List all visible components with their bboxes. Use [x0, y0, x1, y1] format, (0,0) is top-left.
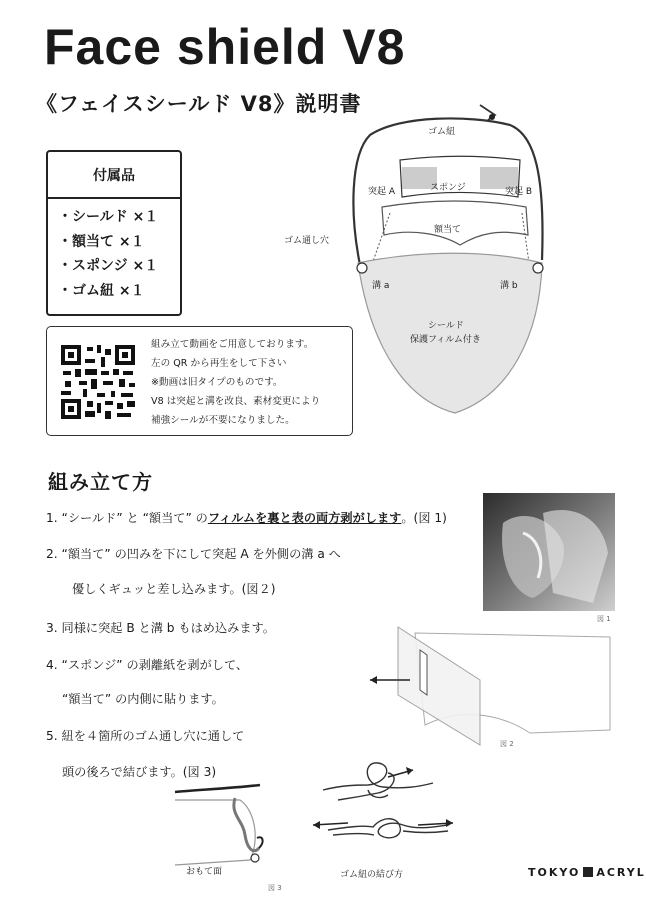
step-4-line-1: 4. “スポンジ” の剥離紙を剥がして、 [46, 658, 249, 672]
step-1-emphasis: フィルムを裏と表の両方剥がします [207, 511, 402, 525]
video-line: 組み立て動画をご用意しております。 [151, 339, 314, 350]
figure-3-caption: おもて面 [186, 867, 223, 877]
label-hole: ゴム通し穴 [284, 236, 330, 246]
accessory-item: ・ゴム紐 ×１ [58, 282, 145, 299]
accessory-item: ・スポンジ ×１ [58, 258, 159, 274]
label-film: 保護フィルム付き [410, 335, 481, 345]
figure-2-label: 図 2 [500, 740, 514, 748]
brand-mark-icon [583, 867, 593, 877]
video-line: 左の QR から再生をして下さい [151, 358, 287, 369]
label-groove-b: 溝 b [500, 281, 518, 291]
label-tab-a: 突起 A [368, 187, 396, 197]
step-2-line-1: 2. “額当て” の凹みを下にして突起 A を外側の溝 a へ [46, 547, 341, 561]
knot-diagram [308, 755, 458, 860]
label-tab-b: 突起 B [505, 187, 533, 197]
video-info-box [46, 326, 353, 436]
accessories-heading: 付属品 [48, 152, 180, 199]
accessory-item: ・額当て ×１ [58, 233, 145, 250]
accessories-box [46, 150, 182, 316]
label-sponge: スポンジ [430, 183, 466, 193]
accessory-item: ・シールド ×１ [58, 209, 159, 225]
video-line: ※動画は旧タイプのものです。 [151, 377, 283, 388]
figure-3-label: 図 3 [268, 884, 282, 892]
step-3: 3. 同様に突起 B と溝 b もはめ込みます。 [46, 621, 275, 635]
qr-code-icon[interactable] [61, 345, 135, 419]
step-4-line-2: “額当て” の内側に貼ります。 [62, 692, 224, 706]
step-2-line-2: 優しくギュッと差し込みます。(図２) [72, 582, 276, 596]
step-5-line-2: 頭の後ろで結びます。(図 3) [62, 765, 217, 779]
brand-left: TOKYO [528, 866, 581, 879]
parts-diagram [330, 95, 570, 435]
label-band: 額当て [434, 225, 462, 235]
step-1-text: 1. “シールド” と “額当て” の [46, 511, 208, 525]
label-groove-a: 溝 a [372, 281, 390, 291]
figure-1-photo [483, 493, 615, 611]
page-subtitle: 《フェイスシールド V8》説明書 [36, 92, 362, 116]
knot-caption: ゴム紐の結び方 [340, 870, 404, 880]
label-shield: シールド [428, 321, 464, 331]
video-line: 補強シールが不要になりました。 [151, 415, 295, 426]
brand-logo [528, 866, 646, 879]
assembly-heading: 組み立て方 [48, 470, 153, 494]
figure-1-label: 図 1 [597, 615, 611, 623]
video-text [151, 335, 351, 430]
step-1 [46, 509, 447, 526]
brand-right: ACRYL [596, 866, 646, 879]
accessories-list [58, 205, 180, 303]
figure-2-diagram [365, 625, 615, 745]
step-1-ref: 。(図 1) [401, 511, 447, 525]
page-title: Face shield V8 [44, 19, 406, 75]
video-line: V8 は突起と溝を改良、素材変更により [151, 396, 321, 407]
label-rubber: ゴム紐 [428, 127, 456, 137]
step-5-line-1: 5. 紐を４箇所のゴム通し穴に通して [46, 729, 245, 743]
